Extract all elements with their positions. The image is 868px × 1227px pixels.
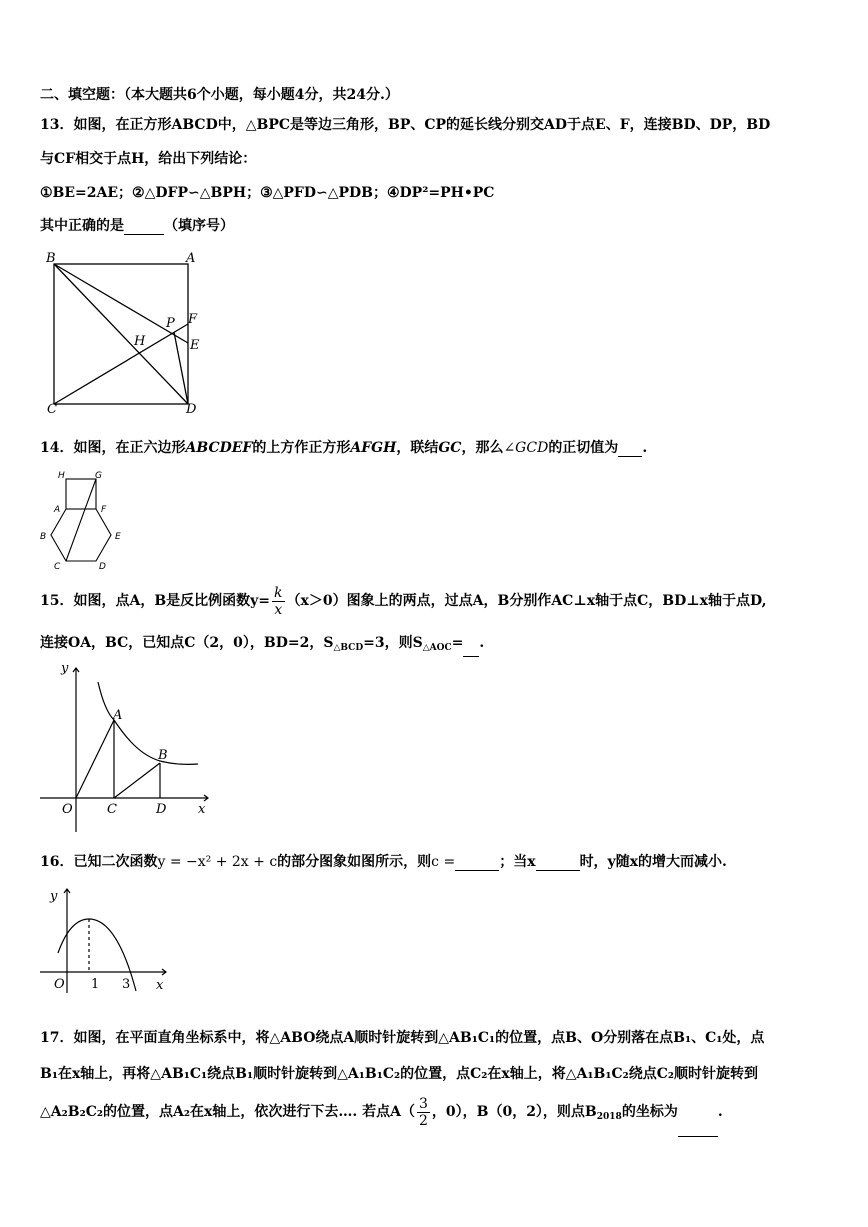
q15-sub-bcd: △BCD bbox=[333, 643, 364, 653]
q13-prompt: 其中正确的是 bbox=[40, 218, 124, 234]
label-y: y bbox=[50, 889, 58, 904]
q13-hint: （填序号） bbox=[164, 218, 234, 234]
square-afgh bbox=[66, 479, 96, 509]
label-b: B bbox=[40, 532, 47, 542]
q13-square-figure bbox=[40, 250, 210, 420]
q17-text-a: △A₂B₂C₂的位置，点A₂在x轴上，依次进行下去…. 若点A（ bbox=[40, 1104, 415, 1120]
q17-text-c: 的坐标为 bbox=[621, 1104, 678, 1120]
label-d: D bbox=[156, 802, 167, 817]
segment-be bbox=[54, 264, 188, 343]
label-c: C bbox=[54, 562, 61, 572]
label-e: E bbox=[190, 338, 200, 353]
segment-oa bbox=[76, 720, 114, 798]
q15-frac-num: k bbox=[274, 584, 283, 601]
q17-frac-den: 2 bbox=[418, 1112, 428, 1129]
label-d: D bbox=[186, 402, 197, 417]
segment-bd bbox=[54, 264, 188, 404]
label-c: C bbox=[47, 402, 57, 417]
q15-line1 bbox=[40, 583, 767, 619]
q17-line2: B₁在x轴上，再将△AB₁C₁绕点B₁顺时针旋转到△A₁B₁C₂的位置，点C₂在x轴上，将△A₁B₁C₂绕点C₂顺时针旋转到 bbox=[40, 1066, 759, 1082]
q15-text-e: = bbox=[451, 635, 464, 651]
label-b: B bbox=[46, 251, 56, 266]
q14-line bbox=[40, 439, 647, 457]
q14-square-name: AFGH bbox=[350, 440, 397, 456]
q17-text-b: ，0），B（0，2），则点B bbox=[431, 1104, 597, 1120]
q16-text-e: 时，y随x的增大而减小. bbox=[579, 854, 727, 870]
label-y: y bbox=[61, 661, 69, 676]
label-c: C bbox=[107, 802, 117, 817]
q17-answer-blank[interactable] bbox=[678, 1122, 718, 1137]
q16-formula: y = −x² + 2x + c bbox=[157, 854, 278, 870]
q16-c-eq: c = bbox=[431, 854, 456, 870]
q15-text-a: 15．如图，点A，B是反比例函数y= bbox=[40, 593, 271, 609]
label-o: O bbox=[62, 802, 73, 817]
label-x: x bbox=[198, 802, 206, 817]
q14-hexagon-figure bbox=[36, 468, 136, 578]
label-b: B bbox=[158, 748, 168, 763]
label-f: F bbox=[101, 505, 107, 515]
q14-text-i: 的正切值为 bbox=[548, 440, 619, 456]
q13-line4 bbox=[40, 217, 234, 235]
hexagon-abcdef bbox=[51, 509, 111, 561]
q15-period: . bbox=[479, 635, 485, 651]
label-a: A bbox=[186, 251, 196, 266]
q13-line2: 与CF相交于点H，给出下列结论： bbox=[40, 151, 257, 167]
label-a: A bbox=[113, 708, 123, 723]
q15-fraction bbox=[272, 585, 284, 618]
q15-text-d: =3，则S bbox=[363, 635, 423, 651]
q16-text-a: 16．已知二次函数 bbox=[40, 854, 158, 870]
q14-segment-gc: GC bbox=[438, 440, 462, 456]
label-x: x bbox=[156, 978, 164, 993]
label-a: A bbox=[54, 505, 61, 515]
q13-answer-blank[interactable] bbox=[124, 220, 164, 235]
q14-text-e: ，联结 bbox=[396, 440, 439, 456]
label-f: F bbox=[188, 312, 198, 327]
q17-period: . bbox=[717, 1104, 723, 1120]
label-one: 1 bbox=[91, 977, 100, 992]
q15-text-b: （x＞0）图象上的两点，过点A，B分别作AC⊥x轴于点C，BD⊥x轴于点D, bbox=[286, 593, 767, 609]
segment-cf bbox=[54, 324, 188, 404]
q14-period: . bbox=[642, 440, 648, 456]
q16-answer-blank-x[interactable] bbox=[536, 856, 580, 871]
q17-fraction bbox=[417, 1096, 430, 1129]
q14-hexagon-name: ABCDEF bbox=[185, 440, 253, 456]
q15-frac-den: x bbox=[274, 601, 283, 618]
segment-pd bbox=[174, 332, 188, 404]
q13-line3: ①BE=2AE；②△DFP∽△BPH；③△PFD∽△PDB；④DP²=PH•PC bbox=[40, 185, 495, 201]
q15-text-c: 连接OA，BC，已知点C（2，0），BD=2，S bbox=[40, 635, 334, 651]
q14-answer-blank[interactable] bbox=[618, 442, 642, 457]
segment-gc bbox=[66, 479, 96, 561]
label-d: D bbox=[99, 562, 106, 572]
label-g: G bbox=[95, 471, 102, 481]
q15-answer-blank[interactable] bbox=[463, 642, 479, 657]
section-header: 二、填空题：（本大题共6个小题，每小题4分，共24分.） bbox=[40, 87, 399, 103]
q17-frac-num: 3 bbox=[418, 1095, 428, 1112]
label-h: H bbox=[134, 334, 146, 349]
q16-line bbox=[40, 853, 727, 871]
label-three: 3 bbox=[122, 977, 131, 992]
q16-answer-blank-c[interactable] bbox=[455, 856, 499, 871]
q13-line1: 13．如图，在正方形ABCD中，△BPC是等边三角形，BP、CP的延长线分别交AD于点E、F，连接BD、DP，BD bbox=[40, 117, 771, 133]
q15-graph-figure bbox=[40, 660, 230, 840]
q16-text-b: 的部分图象如图所示，则 bbox=[277, 854, 432, 870]
q17-line3 bbox=[40, 1092, 723, 1137]
label-p: P bbox=[166, 316, 175, 331]
q14-text-g: ，那么 bbox=[461, 440, 504, 456]
q16-text-d: ；当x bbox=[499, 854, 536, 870]
q14-text-a: 14．如图，在正六边形 bbox=[40, 440, 186, 456]
q14-text-c: 的上方作正方形 bbox=[252, 440, 351, 456]
q17-line1: 17．如图，在平面直角坐标系中，将△ABO绕点A顺时针旋转到△AB₁C₁的位置，点B、O分别落在点B₁、C₁处，点 bbox=[40, 1030, 765, 1046]
q15-sub-aoc: △AOC bbox=[422, 643, 452, 653]
segment-bc bbox=[114, 763, 160, 798]
label-o: O bbox=[54, 977, 65, 992]
label-e: E bbox=[115, 532, 121, 542]
q16-parabola-figure bbox=[40, 885, 180, 1000]
q14-angle: ∠GCD bbox=[503, 440, 549, 456]
q17-sub-2018: 2018 bbox=[596, 1112, 622, 1122]
q15-line2 bbox=[40, 634, 484, 657]
label-h: H bbox=[58, 471, 65, 481]
